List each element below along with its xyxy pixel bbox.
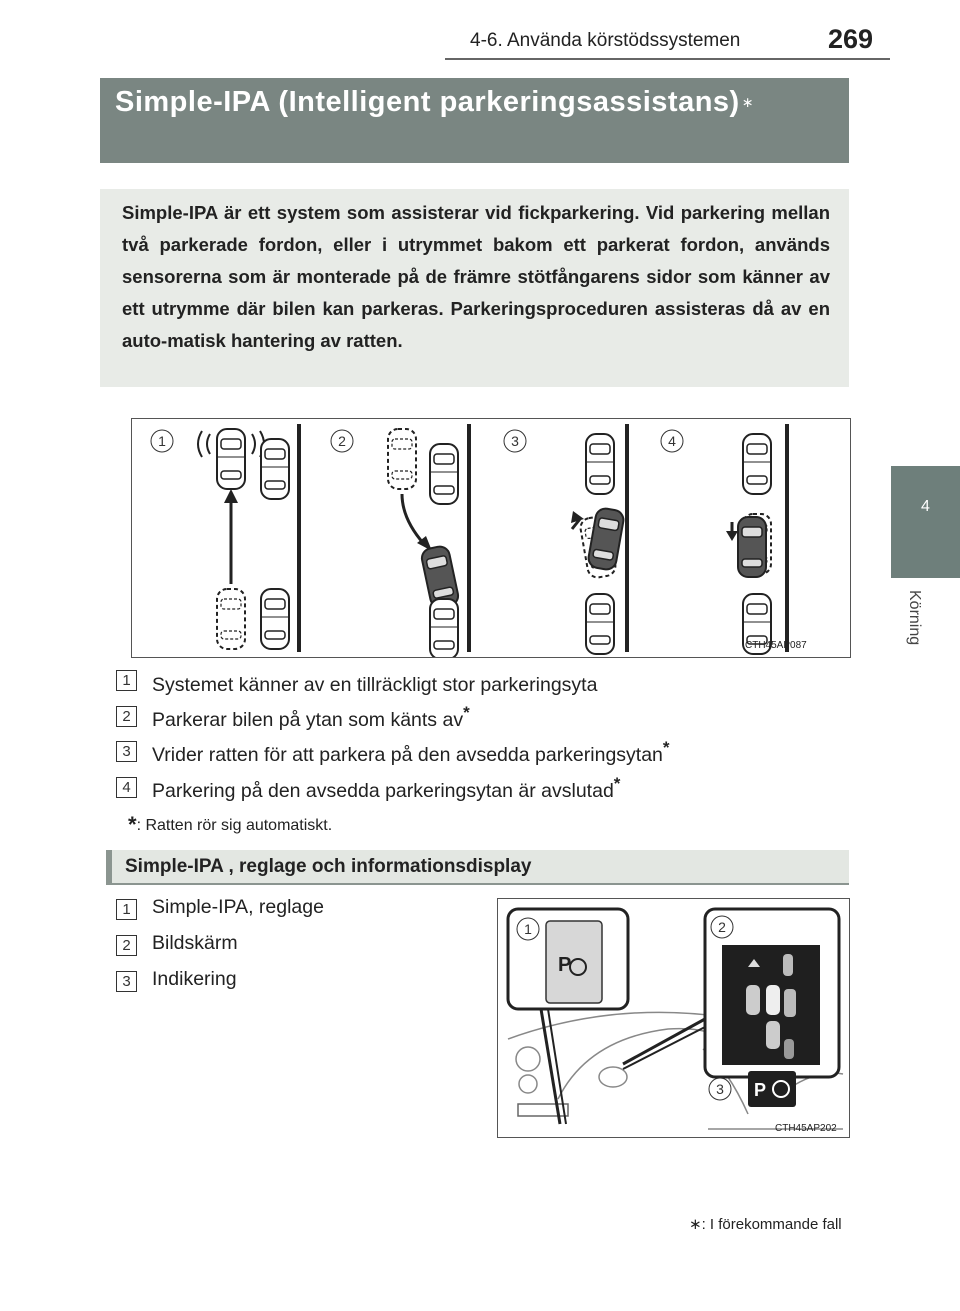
parking-sequence-figure bbox=[131, 418, 851, 658]
intro-text: Simple-IPA är ett system som assisterar vid fickparkering. Vid parkering mellan två parkerade fordon, eller i utrymmet bakom ett parkerat fordon, används sensorerna som är monterade på de främre stötfångarens sidor som känner av ett utrymme där bilen kan parkeras. Parkeringsproceduren assisteras då av en auto-matisk hantering av ratten. bbox=[122, 202, 830, 351]
parking-sequence-illustration bbox=[132, 419, 850, 657]
subheading-accent bbox=[106, 850, 112, 885]
control-2-text: Bildskärm bbox=[152, 932, 238, 954]
step-3-text bbox=[152, 738, 670, 767]
control-number-2: 2 bbox=[116, 935, 137, 956]
fig2-callout-2: 2 bbox=[718, 919, 726, 935]
controls-display-figure bbox=[497, 898, 850, 1138]
step-number-4: 4 bbox=[116, 777, 137, 798]
page-number: 269 bbox=[828, 24, 874, 54]
control-1-text: Simple-IPA, reglage bbox=[152, 896, 324, 918]
fig2-callout-3: 3 bbox=[716, 1081, 724, 1097]
panel-1 bbox=[151, 424, 299, 652]
step-2-label: Parkerar bilen på ytan som känts av bbox=[152, 709, 464, 731]
panel-4 bbox=[661, 424, 787, 654]
step-4-label: Parkering på den avsedda parkeringsytan är avslutad bbox=[152, 780, 614, 802]
chapter-tab-number: 4 bbox=[921, 498, 930, 515]
step-number-1: 1 bbox=[116, 670, 137, 691]
control-number-3: 3 bbox=[116, 971, 137, 992]
header-rule bbox=[445, 58, 890, 60]
chapter-tab[interactable] bbox=[891, 466, 960, 578]
footnote-text: : Ratten rör sig automatiskt. bbox=[136, 817, 333, 834]
page-title-text: Simple-IPA (Intelligent parkeringsassistans) bbox=[115, 86, 740, 118]
step-3-mark: * bbox=[662, 738, 670, 757]
fig2-callout-1: 1 bbox=[524, 921, 532, 937]
step-number-2: 2 bbox=[116, 706, 137, 727]
step-1-label: Systemet känner av en tillräckligt stor parkeringsyta bbox=[152, 674, 598, 696]
chapter-tab-label: Körning bbox=[906, 590, 923, 646]
footnote bbox=[128, 812, 332, 838]
step-number-3: 3 bbox=[116, 741, 137, 762]
figure-1-code: CTH45AP087 bbox=[745, 640, 807, 651]
simple-ipa-switch bbox=[546, 921, 602, 1003]
step-2-text bbox=[152, 703, 470, 732]
control-3-text: Indikering bbox=[152, 968, 237, 990]
controls-display-illustration bbox=[498, 899, 849, 1137]
fig1-callout-2: 2 bbox=[338, 433, 346, 449]
fig1-callout-3: 3 bbox=[511, 433, 519, 449]
figure-2-code: CTH45AP202 bbox=[775, 1123, 837, 1134]
step-3-label: Vrider ratten för att parkera på den avsedda parkeringsytan bbox=[152, 744, 663, 766]
control-number-1: 1 bbox=[116, 899, 137, 920]
title-mark: ∗ bbox=[741, 94, 754, 110]
page-title bbox=[115, 84, 835, 121]
step-2-mark: * bbox=[463, 703, 470, 722]
footer-note: ∗: I förekommande fall bbox=[689, 1216, 842, 1233]
panel-3 bbox=[504, 424, 627, 654]
switch-p-letter: P bbox=[558, 954, 572, 976]
fig1-callout-1: 1 bbox=[158, 433, 166, 449]
indicator-p-letter: P bbox=[754, 1080, 767, 1100]
footnote-mark: * bbox=[128, 812, 137, 837]
step-1-text bbox=[152, 668, 597, 697]
step-4-mark: * bbox=[613, 774, 621, 793]
step-4-text bbox=[152, 774, 620, 803]
fig1-callout-4: 4 bbox=[668, 433, 676, 449]
subheading: Simple-IPA , reglage och informationsdisplay bbox=[125, 856, 532, 877]
panel-2 bbox=[331, 424, 469, 657]
section-name: 4-6. Använda körstödssystemen bbox=[470, 30, 741, 51]
